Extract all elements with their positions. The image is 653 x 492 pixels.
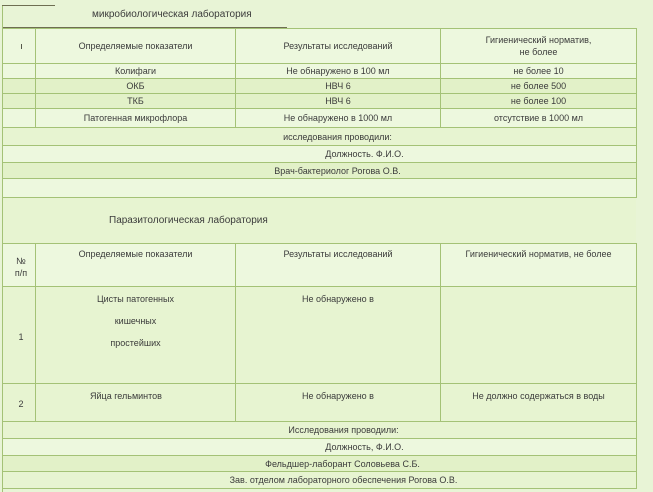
micro-row-norm: отсутствие в 1000 мл: [441, 109, 637, 128]
micro-header-norm-line2: не более: [519, 47, 558, 57]
sheet-left-border: [2, 5, 3, 492]
empty-row: [3, 179, 637, 198]
parasit-performed-by: Исследования проводили:: [3, 422, 637, 439]
top-underline-segment: [2, 5, 55, 6]
indicator-line: Цисты патогенных: [97, 294, 174, 304]
parasit-row-norm: Не должно содержаться в воды: [441, 384, 637, 422]
parasit-header-norm: Гигиенический норматив, не более: [441, 244, 637, 287]
micro-position-fio: Должность. Ф.И.О.: [3, 146, 637, 163]
tiny-mark: [21, 44, 22, 49]
parasit-row-num: 1: [3, 287, 36, 384]
parasit-person2: Зав. отделом лабораторного обеспечения Рогова О.В.: [3, 472, 637, 489]
micro-row-indicator: ТКБ: [36, 94, 236, 109]
micro-lab-title: микробиологическая лаборатория: [2, 2, 287, 28]
micro-row-num: [3, 64, 36, 79]
indicator-line: простейших: [110, 338, 161, 348]
parasit-row-indicator: Яйца гельминтов: [36, 384, 236, 422]
micro-row-indicator: ОКБ: [36, 79, 236, 94]
indicator-line: кишечных: [114, 316, 157, 326]
parasit-header-indicator: Определяемые показатели: [36, 244, 236, 287]
micro-row-norm: не более 500: [441, 79, 637, 94]
parasit-row-norm: [441, 287, 637, 384]
micro-row-result: НВЧ 6: [236, 79, 441, 94]
micro-row-norm: не более 100: [441, 94, 637, 109]
parasit-lab-title: Паразитологическая лаборатория: [2, 198, 636, 243]
parasit-person1: Фельдшер-лаборант Соловьева С.Б.: [3, 456, 637, 472]
parasit-row-indicator: [36, 287, 236, 384]
parasit-row-result: Не обнаружено в: [236, 287, 441, 384]
micro-header-indicator: Определяемые показатели: [36, 29, 236, 64]
micro-row-indicator: Патогенная микрофлора: [36, 109, 236, 128]
parasit-header-result: Результаты исследований: [236, 244, 441, 287]
parasit-row-num: 2: [3, 384, 36, 422]
micro-row-norm: не более 10: [441, 64, 637, 79]
micro-header-norm-line1: Гигиенический норматив,: [485, 35, 592, 45]
micro-person1: Врач-бактериолог Рогова О.В.: [3, 163, 637, 179]
micro-row-result: Не обнаружено в 100 мл: [236, 64, 441, 79]
parasit-header-num-line2: п/п: [14, 267, 28, 278]
parasit-row-result: Не обнаружено в: [236, 384, 441, 422]
micro-performed-by: исследования проводили:: [3, 128, 637, 146]
micro-header-result: Результаты исследований: [236, 29, 441, 64]
micro-row-indicator: Колифаги: [36, 64, 236, 79]
parasit-header-num: [3, 244, 36, 287]
micro-row-result: НВЧ 6: [236, 94, 441, 109]
micro-row-num: [3, 79, 36, 94]
micro-row-num: [3, 94, 36, 109]
micro-header-num-cell: [3, 29, 36, 64]
parasit-position-fio: Должность, Ф.И.О.: [3, 439, 637, 456]
micro-row-num: [3, 109, 36, 128]
micro-lab-table: [2, 28, 637, 198]
parasit-lab-table: [2, 243, 637, 489]
parasit-header-num-line1: №: [16, 255, 26, 266]
micro-header-norm: [441, 29, 637, 64]
micro-row-result: Не обнаружено в 1000 мл: [236, 109, 441, 128]
lab-report-sheet: [0, 2, 653, 492]
